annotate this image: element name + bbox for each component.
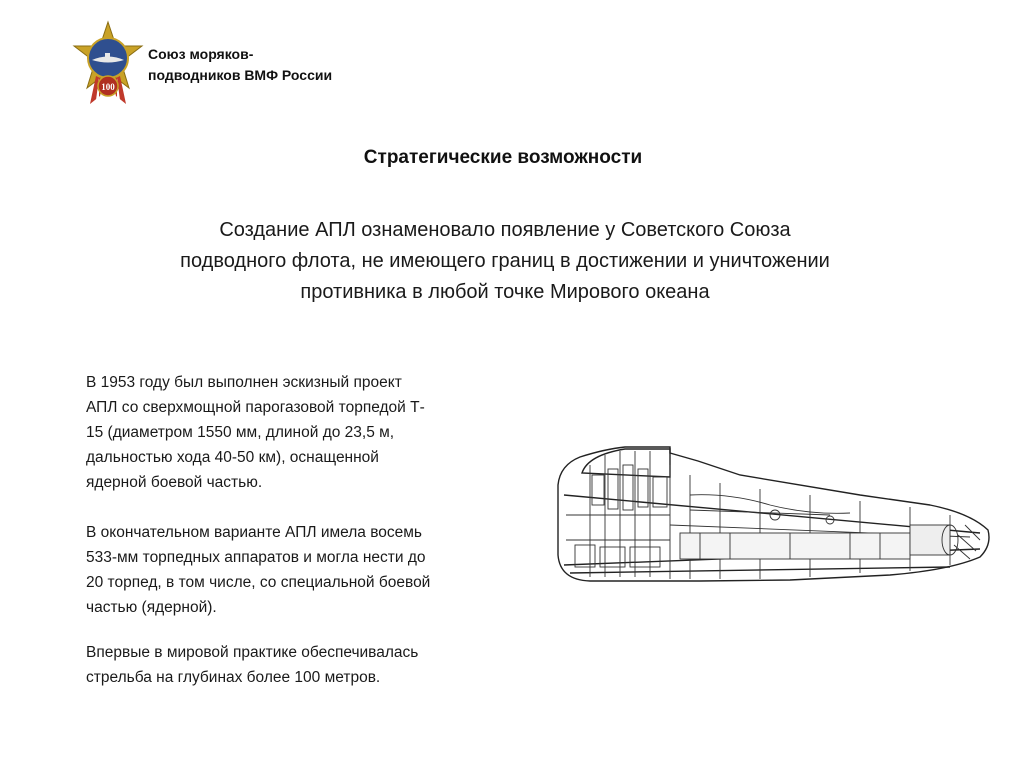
paragraph-line: частью (ядерной).	[86, 599, 217, 616]
paragraph-line: ядерной боевой частью.	[86, 474, 263, 491]
org-emblem-logo	[70, 20, 146, 108]
paragraph-final-variant	[86, 520, 496, 620]
slide-title: Стратегические возможности	[363, 147, 643, 168]
paragraph-line: В окончательном варианте АПЛ имела восемь	[86, 524, 422, 541]
internal-compartments	[566, 451, 980, 579]
paragraph-line: 20 торпед, в том числе, со специальной боевой	[86, 574, 431, 591]
logo-anniversary-number: 100	[101, 82, 115, 92]
org-name-line1: Союз моряков-	[148, 46, 254, 62]
lead-statement	[105, 215, 905, 308]
organization-name	[148, 44, 332, 86]
paragraph-deep-firing	[86, 640, 496, 690]
submarine-cutaway-drawing	[530, 365, 1010, 675]
paragraph-line: 533-мм торпедных аппаратов и могла нести до	[86, 549, 426, 566]
org-name-line2: подводников ВМФ России	[148, 67, 333, 83]
lead-line-2: подводного флота, не имеющего границ в достижении и уничтожении	[180, 250, 830, 272]
lead-line-1: Создание АПЛ ознаменовало появление у Советского Союза	[219, 219, 791, 241]
paragraph-line: дальностью хода 40-50 км), оснащенной	[86, 449, 379, 466]
paragraph-line: АПЛ со сверхмощной парогазовой торпедой Т-	[86, 399, 425, 416]
paragraph-line: Впервые в мировой практике обеспечивалась	[86, 644, 419, 661]
paragraph-line: 15 (диаметром 1550 мм, длиной до 23,5 м,	[86, 424, 395, 441]
paragraph-line: стрельба на глубинах более 100 метров.	[86, 669, 381, 686]
lead-line-3: противника в любой точке Мирового океана	[300, 281, 710, 303]
paragraph-1953-project	[86, 370, 496, 495]
paragraph-line: В 1953 году был выполнен эскизный проект	[86, 374, 402, 391]
